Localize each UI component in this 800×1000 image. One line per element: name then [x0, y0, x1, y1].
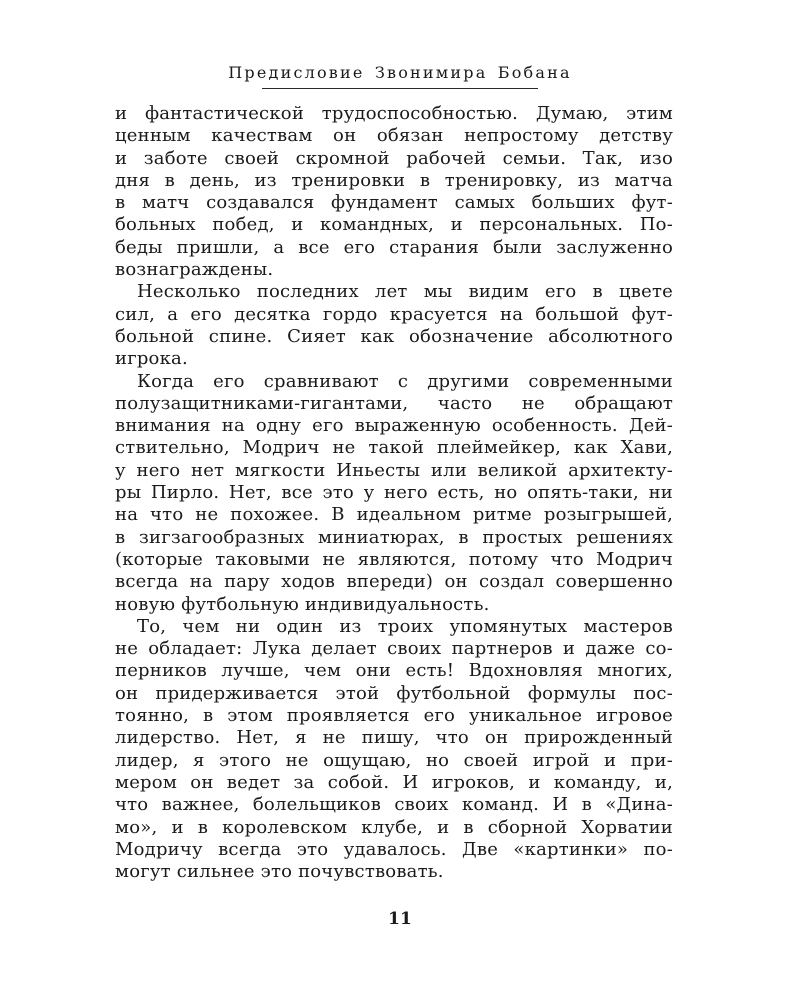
text-line: Модричу всегда это удавалось. Две «картинки» по-: [115, 838, 673, 860]
header-rule: [262, 88, 538, 89]
text-line: больных побед, и командных, и персональных. По-: [115, 214, 673, 236]
text-line: больной спине. Сияет как обозначение абсолютного: [115, 325, 673, 347]
text-line: что важнее, болельщиков своих команд. И в «Дина-: [115, 794, 673, 816]
text-line: всегда на пару ходов впереди) он создал совершенно: [115, 571, 673, 593]
text-line: и заботе своей скромной рабочей семьи. Так, изо: [115, 147, 673, 169]
text-line: внимания на одну его выраженную особенность. Дей-: [115, 415, 673, 437]
text-line: ствительно, Модрич не такой плеймейкер, как Хави,: [115, 437, 673, 459]
text-line: могут сильнее это почувствовать.: [115, 861, 444, 883]
body-text: [115, 103, 673, 883]
text-line: То, чем ни один из троих упомянутых мастеров: [137, 615, 673, 637]
text-line: в зигзагообразных миниатюрах, в простых решениях: [115, 526, 673, 548]
page-number: 11: [388, 909, 412, 929]
text-line: тоянно, в этом проявляется его уникальное игровое: [115, 705, 673, 727]
text-line: игрока.: [115, 348, 188, 370]
text-line: в матч создавался фундамент самых больших фут-: [115, 192, 673, 214]
text-line: мером он ведет за собой. И игроков, и команду, и,: [115, 771, 673, 793]
text-line: ценным качествам он обязан непростому детству: [115, 125, 673, 147]
text-line: лидер, я этого не ощущаю, но своей игрой и при-: [115, 749, 673, 771]
text-line: у него нет мягкости Иньесты или великой архитекту-: [115, 459, 673, 481]
text-line: и фантастической трудоспособностью. Думаю, этим: [115, 103, 673, 124]
text-line: он придерживается этой футбольной формулы пос-: [115, 682, 673, 704]
text-line: дня в день, из тренировки в тренировку, из матча: [115, 169, 673, 191]
text-line: вознаграждены.: [115, 259, 274, 281]
running-head-title: Предисловие Звонимира Бобана: [228, 63, 572, 82]
text-line: не обладает: Лука делает своих партнеров и даже со-: [115, 638, 673, 660]
text-line: лидерство. Нет, я не пишу, что он прирожденный: [115, 727, 673, 749]
text-line: ры Пирло. Нет, все это у него есть, но опять-таки, ни: [115, 482, 673, 504]
text-line: мо», и в королевском клубе, и в сборной Хорватии: [115, 816, 673, 838]
text-line: Когда его сравнивают с другими современными: [137, 370, 673, 392]
text-line: на что не похожее. В идеальном ритме розыгрышей,: [115, 504, 673, 526]
text-line: новую футбольную индивидуальность.: [115, 593, 490, 615]
text-line: беды пришли, а все его старания были заслуженно: [115, 236, 673, 258]
text-line: (которые таковыми не являются, потому что Модрич: [115, 548, 673, 570]
text-line: сил, а его десятка гордо красуется на большой фут-: [115, 303, 673, 325]
text-line: полузащитниками-гигантами, часто не обращают: [115, 392, 673, 414]
text-line: перников лучше, чем они есть! Вдохновляя многих,: [115, 660, 673, 682]
text-line: Несколько последних лет мы видим его в цвете: [137, 281, 673, 303]
